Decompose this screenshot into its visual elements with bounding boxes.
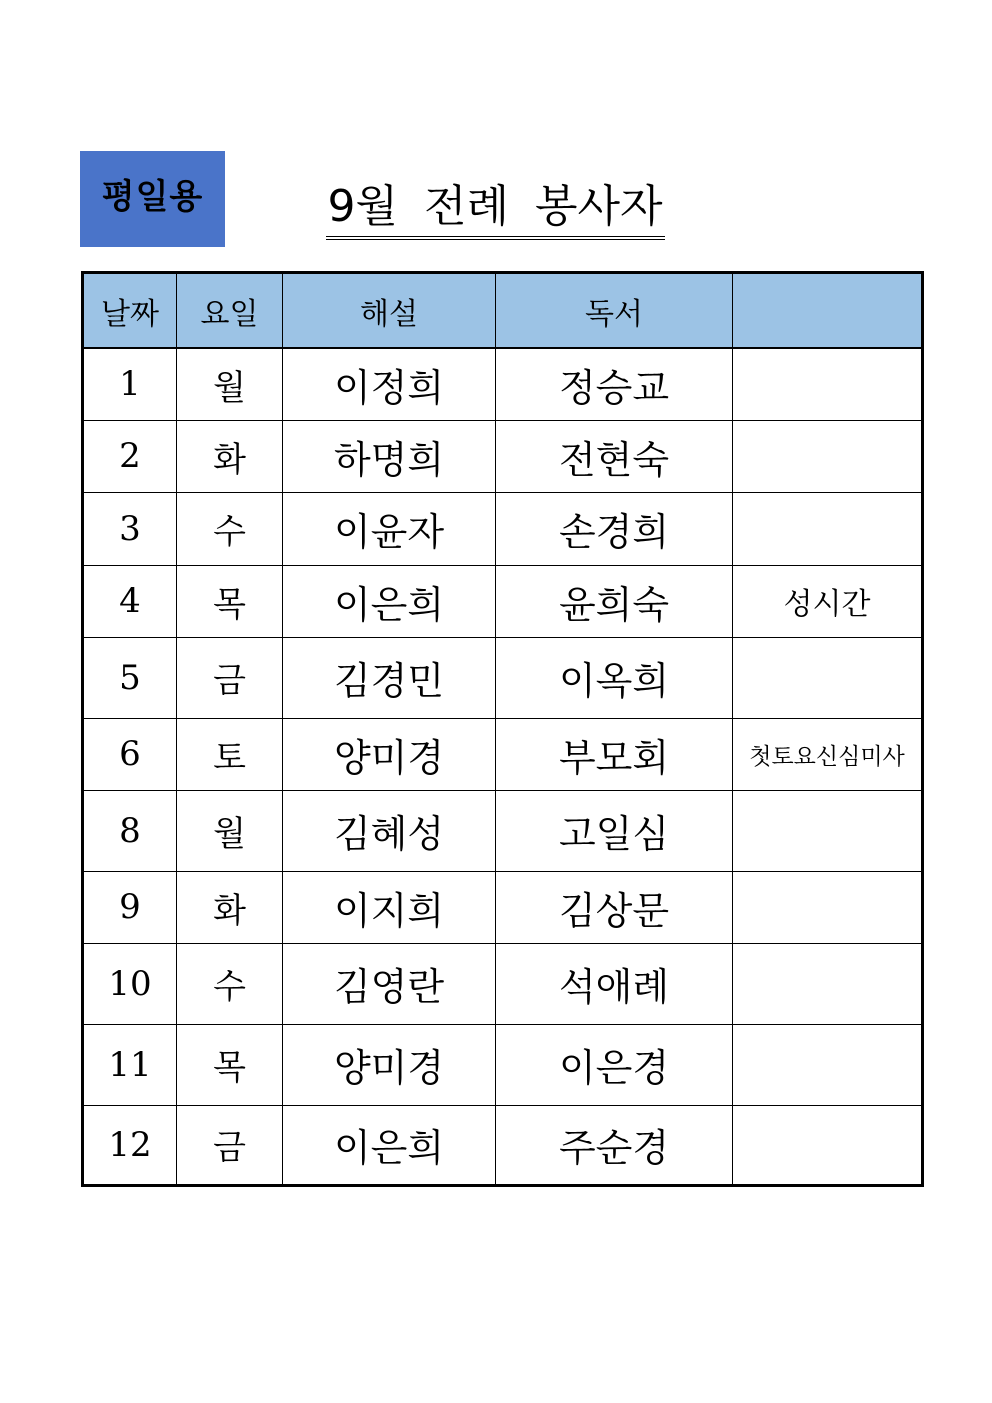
cell-date: 4 — [83, 565, 177, 637]
cell-note: 첫토요신심미사 — [733, 718, 923, 790]
cell-note — [733, 1105, 923, 1185]
cell-commentator: 하명희 — [283, 420, 496, 492]
cell-commentator: 이은희 — [283, 565, 496, 637]
cell-reader: 이옥희 — [496, 637, 733, 718]
volunteer-roster-table — [81, 271, 924, 1187]
cell-note — [733, 871, 923, 943]
cell-date: 1 — [83, 348, 177, 420]
cell-commentator: 양미경 — [283, 718, 496, 790]
cell-reader: 윤희숙 — [496, 565, 733, 637]
table-row — [83, 790, 923, 871]
cell-commentator: 이지희 — [283, 871, 496, 943]
cell-note — [733, 1024, 923, 1105]
cell-reader: 부모회 — [496, 718, 733, 790]
cell-date: 12 — [83, 1105, 177, 1185]
cell-commentator: 김경민 — [283, 637, 496, 718]
table-row — [83, 1024, 923, 1105]
cell-note — [733, 492, 923, 565]
cell-commentator: 이정희 — [283, 348, 496, 420]
cell-day: 금 — [177, 637, 283, 718]
cell-reader: 고일심 — [496, 790, 733, 871]
cell-date: 9 — [83, 871, 177, 943]
header-reader: 독서 — [496, 273, 733, 349]
table-row — [83, 871, 923, 943]
cell-reader: 손경희 — [496, 492, 733, 565]
cell-day: 월 — [177, 790, 283, 871]
header-commentator: 해설 — [283, 273, 496, 349]
cell-date: 6 — [83, 718, 177, 790]
table-row — [83, 943, 923, 1024]
weekday-badge — [80, 151, 225, 247]
cell-day: 금 — [177, 1105, 283, 1185]
cell-date: 10 — [83, 943, 177, 1024]
cell-day: 월 — [177, 348, 283, 420]
cell-note — [733, 637, 923, 718]
cell-date: 5 — [83, 637, 177, 718]
cell-day: 화 — [177, 420, 283, 492]
cell-date: 3 — [83, 492, 177, 565]
cell-day: 수 — [177, 492, 283, 565]
cell-note — [733, 943, 923, 1024]
table-header-row — [83, 273, 923, 349]
cell-day: 토 — [177, 718, 283, 790]
cell-commentator: 김영란 — [283, 943, 496, 1024]
cell-day: 목 — [177, 565, 283, 637]
header-note — [733, 273, 923, 349]
header-date: 날짜 — [83, 273, 177, 349]
cell-day: 목 — [177, 1024, 283, 1105]
table-row — [83, 637, 923, 718]
cell-day: 화 — [177, 871, 283, 943]
cell-reader: 전현숙 — [496, 420, 733, 492]
cell-date: 11 — [83, 1024, 177, 1105]
cell-reader: 정승교 — [496, 348, 733, 420]
cell-reader: 김상문 — [496, 871, 733, 943]
cell-note — [733, 348, 923, 420]
table-row — [83, 492, 923, 565]
cell-date: 8 — [83, 790, 177, 871]
cell-commentator: 이윤자 — [283, 492, 496, 565]
table-row — [83, 1105, 923, 1185]
cell-reader: 이은경 — [496, 1024, 733, 1105]
cell-note — [733, 790, 923, 871]
table-row — [83, 420, 923, 492]
cell-date: 2 — [83, 420, 177, 492]
cell-note — [733, 420, 923, 492]
table-row — [83, 718, 923, 790]
badge-label: 평일용 — [101, 177, 204, 217]
page-title: 9월 전례 봉사자 — [326, 170, 665, 240]
table-row — [83, 565, 923, 637]
header-day: 요일 — [177, 273, 283, 349]
cell-reader: 주순경 — [496, 1105, 733, 1185]
cell-commentator: 이은희 — [283, 1105, 496, 1185]
cell-commentator: 양미경 — [283, 1024, 496, 1105]
cell-note: 성시간 — [733, 565, 923, 637]
cell-reader: 석애례 — [496, 943, 733, 1024]
cell-commentator: 김혜성 — [283, 790, 496, 871]
page-title-wrap — [300, 170, 690, 240]
cell-day: 수 — [177, 943, 283, 1024]
table-row — [83, 348, 923, 420]
